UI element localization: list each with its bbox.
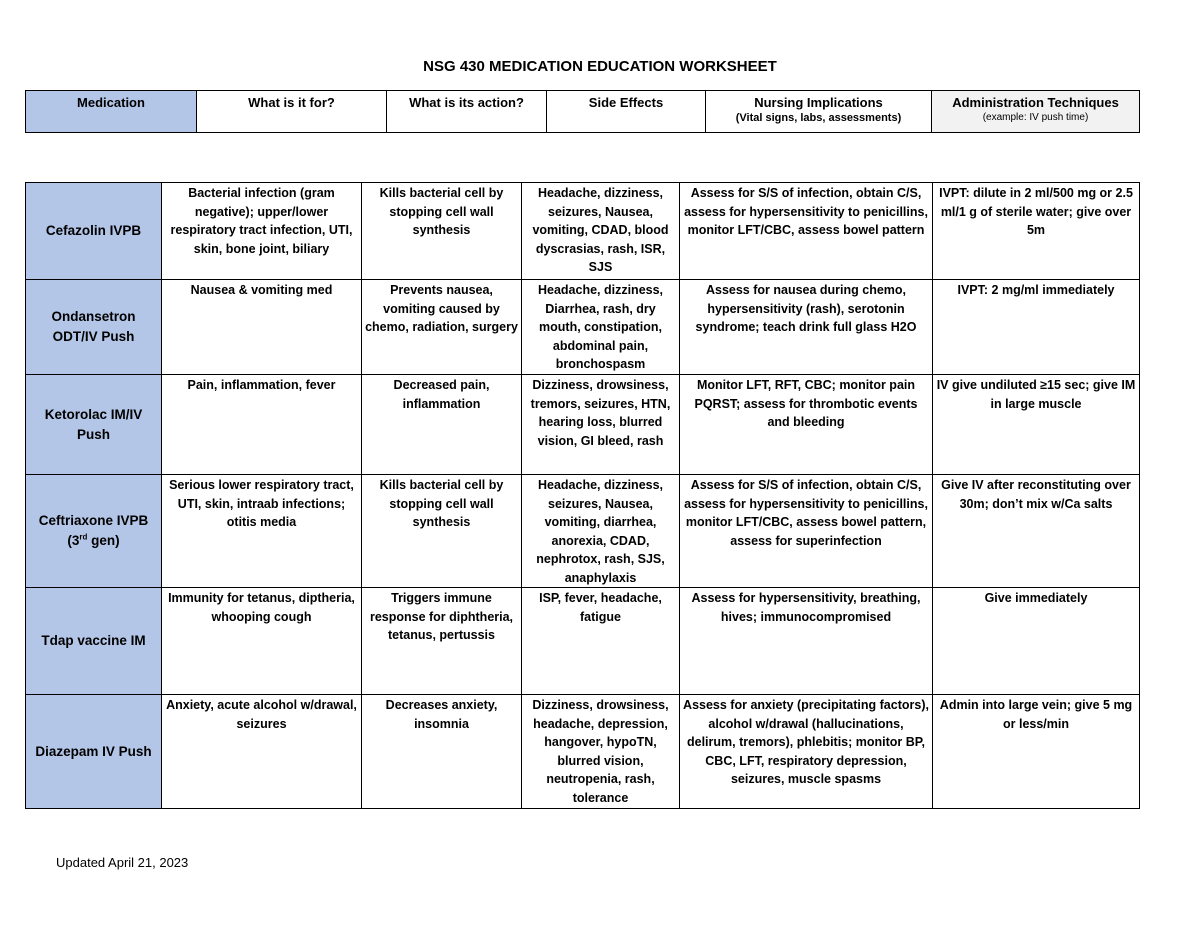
header-side-effects: Side Effects <box>547 91 706 133</box>
side-effects-cell: ISP, fever, headache, fatigue <box>522 588 680 695</box>
what-for-cell: Immunity for tetanus, diptheria, whooping cough <box>162 588 362 695</box>
admin-cell: Give IV after reconstituting over 30m; don’t mix w/Ca salts <box>933 475 1140 588</box>
header-action: What is its action? <box>387 91 547 133</box>
header-table <box>25 90 1140 133</box>
table-row <box>26 183 1140 280</box>
admin-cell: IVPT: 2 mg/ml immediately <box>933 280 1140 375</box>
medication-cell <box>26 475 162 588</box>
updated-date: Updated April 21, 2023 <box>56 855 189 870</box>
nursing-cell: Assess for hypersensitivity, breathing, hives; immunocompromised <box>680 588 933 695</box>
nursing-cell: Monitor LFT, RFT, CBC; monitor pain PQRST; assess for thrombotic events and bleeding <box>680 375 933 475</box>
action-cell: Kills bacterial cell by stopping cell wall synthesis <box>362 475 522 588</box>
action-cell: Triggers immune response for diphtheria, tetanus, pertussis <box>362 588 522 695</box>
header-admin <box>932 91 1140 133</box>
table-row <box>26 280 1140 375</box>
medication-cell: Diazepam IV Push <box>26 695 162 809</box>
admin-cell: Give immediately <box>933 588 1140 695</box>
action-cell: Prevents nausea, vomiting caused by chemo, radiation, surgery <box>362 280 522 375</box>
table-row <box>26 588 1140 695</box>
medication-cell: Tdap vaccine IM <box>26 588 162 695</box>
what-for-cell: Bacterial infection (gram negative); upper/lower respiratory tract infection, UTI, skin, bone joint, biliary <box>162 183 362 280</box>
what-for-cell: Nausea & vomiting med <box>162 280 362 375</box>
header-nursing <box>706 91 932 133</box>
header-admin-sub: (example: IV push time) <box>982 112 1089 123</box>
side-effects-cell: Dizziness, drowsiness, tremors, seizures, HTN, hearing loss, blurred vision, GI bleed, rash <box>522 375 680 475</box>
side-effects-cell: Headache, dizziness, Diarrhea, rash, dry mouth, constipation, abdominal pain, bronchospasm <box>522 280 680 375</box>
medication-cell: Ondansetron ODT/IV Push <box>26 280 162 375</box>
admin-cell: IVPT: dilute in 2 ml/500 mg or 2.5 ml/1 g of sterile water; give over 5m <box>933 183 1140 280</box>
header-nursing-sub: (Vital signs, labs, assessments) <box>735 112 902 124</box>
action-cell: Decreased pain, inflammation <box>362 375 522 475</box>
medication-name: Ceftriaxone IVPB <box>38 513 149 528</box>
action-cell: Kills bacterial cell by stopping cell wall synthesis <box>362 183 522 280</box>
action-cell: Decreases anxiety, insomnia <box>362 695 522 809</box>
medication-generation: (3rd gen) <box>67 532 120 548</box>
what-for-cell: Anxiety, acute alcohol w/drawal, seizures <box>162 695 362 809</box>
table-row <box>26 475 1140 588</box>
nursing-cell: Assess for S/S of infection, obtain C/S, assess for hypersensitivity to penicillins, monitor LFT/CBC, assess bowel pattern, assess for superinfection <box>680 475 933 588</box>
nursing-cell: Assess for nausea during chemo, hypersensitivity (rash), serotonin syndrome; teach drink full glass H2O <box>680 280 933 375</box>
table-row <box>26 695 1140 809</box>
side-effects-cell: Dizziness, drowsiness, headache, depression, hangover, hypoTN, blurred vision, neutropenia, rash, tolerance <box>522 695 680 809</box>
side-effects-cell: Headache, dizziness, seizures, Nausea, vomiting, CDAD, blood dyscrasias, rash, ISR, SJS <box>522 183 680 280</box>
page-title: NSG 430 MEDICATION EDUCATION WORKSHEET <box>423 58 777 75</box>
side-effects-cell: Headache, dizziness, seizures, Nausea, vomiting, diarrhea, anorexia, CDAD, nephrotox, rash, SJS, anaphylaxis <box>522 475 680 588</box>
table-row <box>26 375 1140 475</box>
nursing-cell: Assess for S/S of infection, obtain C/S, assess for hypersensitivity to penicillins, monitor LFT/CBC, assess bowel pattern <box>680 183 933 280</box>
medication-cell: Ketorolac IM/IV Push <box>26 375 162 475</box>
header-what-for: What is it for? <box>197 91 387 133</box>
admin-cell: IV give undiluted ≥15 sec; give IM in large muscle <box>933 375 1140 475</box>
header-admin-title: Administration Techniques <box>952 95 1119 110</box>
header-nursing-title: Nursing Implications <box>754 95 883 110</box>
what-for-cell: Serious lower respiratory tract, UTI, skin, intraab infections; otitis media <box>162 475 362 588</box>
medication-table <box>25 182 1140 809</box>
nursing-cell: Assess for anxiety (precipitating factors), alcohol w/drawal (hallucinations, delirum, tremors), phlebitis; monitor BP, CBC, LFT, respiratory depression, seizures, muscle spasms <box>680 695 933 809</box>
what-for-cell: Pain, inflammation, fever <box>162 375 362 475</box>
admin-cell: Admin into large vein; give 5 mg or less/min <box>933 695 1140 809</box>
medication-cell: Cefazolin IVPB <box>26 183 162 280</box>
header-medication: Medication <box>26 91 197 133</box>
